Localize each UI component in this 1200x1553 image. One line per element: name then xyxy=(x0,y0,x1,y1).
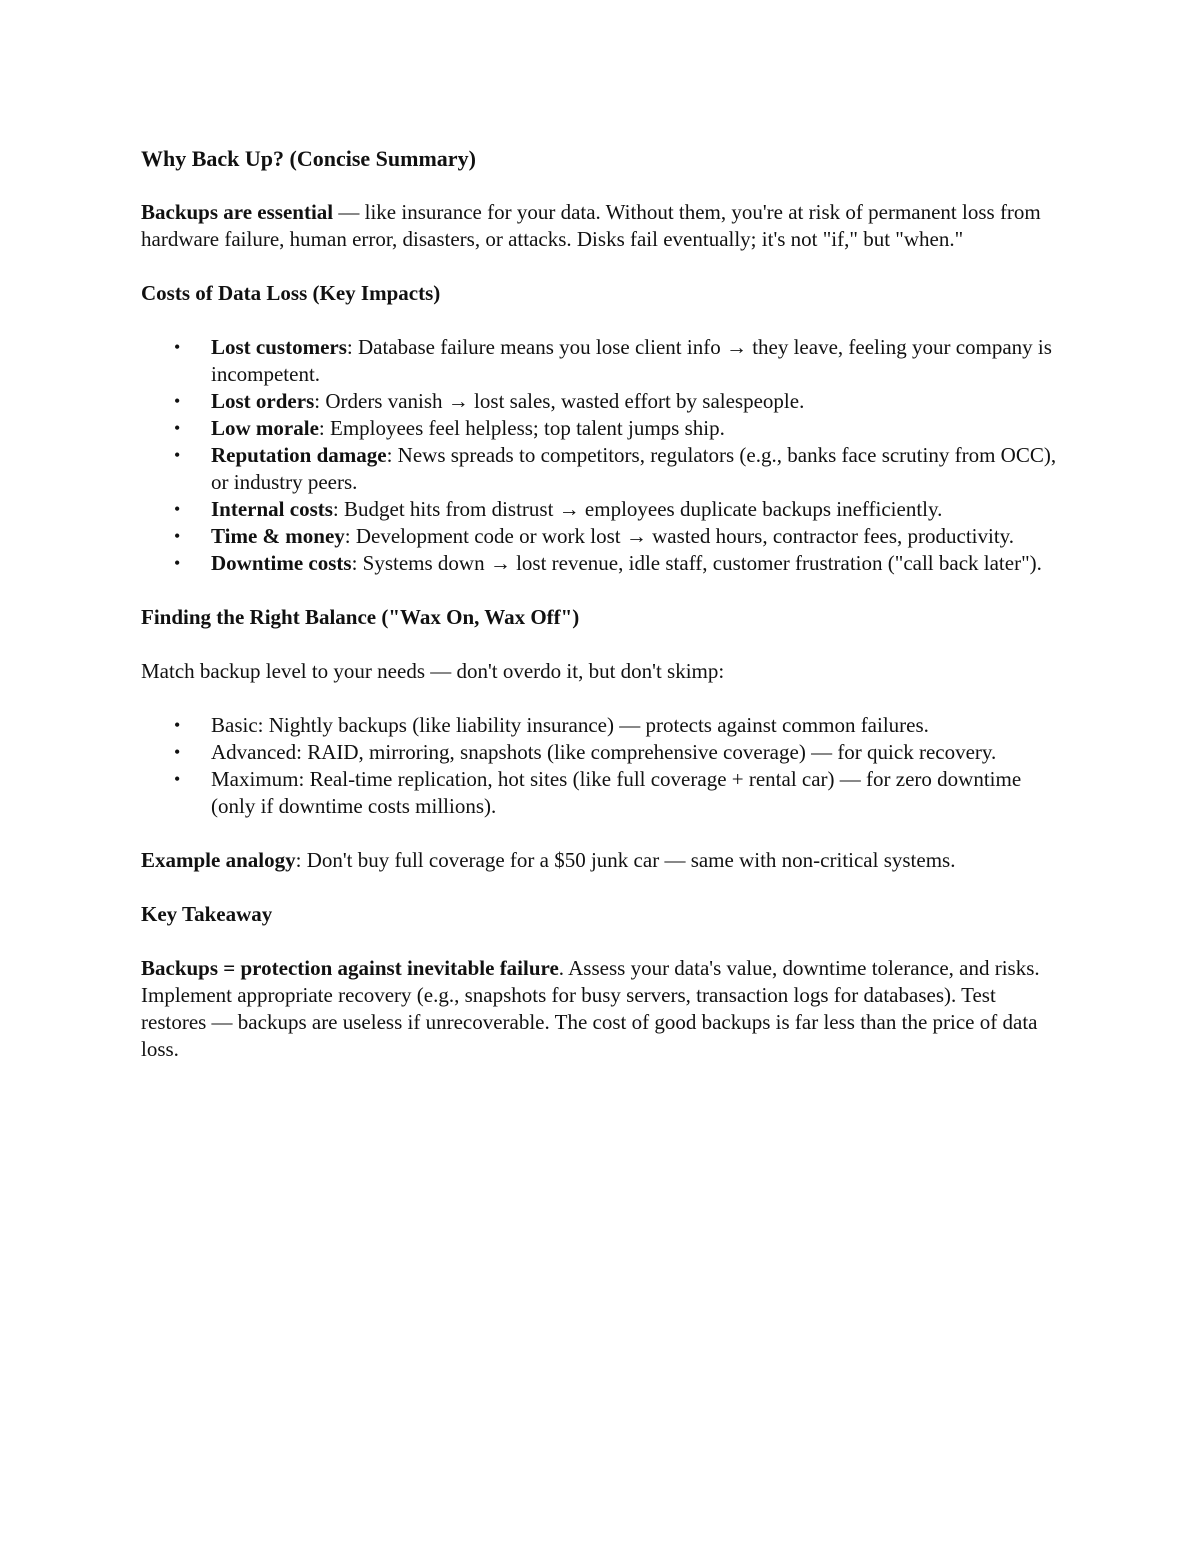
list-item xyxy=(141,442,1066,496)
example-paragraph xyxy=(141,847,1066,874)
list-item xyxy=(141,496,1066,523)
bullet-icon: • xyxy=(174,445,181,465)
list-item xyxy=(141,550,1066,577)
bullet-icon: • xyxy=(174,418,181,438)
balance-list xyxy=(141,712,1066,820)
balance-intro: Match backup level to your needs — don't overdo it, but don't skimp: xyxy=(141,659,725,683)
bullet-icon: • xyxy=(174,715,181,735)
list-item xyxy=(141,712,1066,739)
list-item xyxy=(141,334,1066,388)
item-term: Lost customers xyxy=(211,335,347,359)
item-text: : Orders vanish → lost sales, wasted effort by salespeople. xyxy=(314,389,805,413)
example-text: : Don't buy full coverage for a $50 junk car — same with non-critical systems. xyxy=(295,848,956,872)
bullet-icon: • xyxy=(174,499,181,519)
bullet-icon: • xyxy=(174,526,181,546)
bullet-icon: • xyxy=(174,337,181,357)
item-text: : Systems down → lost revenue, idle staff, customer frustration ("call back later"). xyxy=(351,551,1042,575)
costs-list xyxy=(141,334,1066,577)
example-bold: Example analogy xyxy=(141,848,296,872)
intro-bold: Backups are essential xyxy=(141,200,334,224)
list-item xyxy=(141,415,1066,442)
item-term: Reputation damage xyxy=(211,443,387,467)
item-text: : News spreads to competitors, regulators (e.g., banks face scrutiny from OCC), or industry peers. xyxy=(211,443,1057,494)
list-item xyxy=(141,388,1066,415)
page-title: Why Back Up? (Concise Summary) xyxy=(141,146,476,171)
bullet-icon: • xyxy=(174,553,181,573)
item-text: Maximum: Real-time replication, hot sites (like full coverage + rental car) — for zero downtime (only if downtime costs millions). xyxy=(211,767,1022,818)
list-item xyxy=(141,739,1066,766)
takeaway-heading: Key Takeaway xyxy=(141,902,273,926)
item-term: Internal costs xyxy=(211,497,333,521)
takeaway-paragraph xyxy=(141,955,1066,1063)
item-text: : Database failure means you lose client info → they leave, feeling your company is incompetent. xyxy=(211,335,1052,386)
costs-heading: Costs of Data Loss (Key Impacts) xyxy=(141,281,441,305)
item-term: Lost orders xyxy=(211,389,315,413)
balance-heading: Finding the Right Balance ("Wax On, Wax Off") xyxy=(141,605,580,629)
takeaway-bold: Backups = protection against inevitable failure xyxy=(141,956,559,980)
bullet-icon: • xyxy=(174,391,181,411)
item-term: Time & money xyxy=(211,524,345,548)
list-item xyxy=(141,766,1066,820)
intro-paragraph xyxy=(141,199,1066,253)
list-item xyxy=(141,523,1066,550)
item-text: Basic: Nightly backups (like liability insurance) — protects against common failures. xyxy=(211,713,929,737)
document-page xyxy=(141,140,1066,1063)
item-text: Advanced: RAID, mirroring, snapshots (like comprehensive coverage) — for quick recovery. xyxy=(211,740,997,764)
bullet-icon: • xyxy=(174,769,181,789)
bullet-icon: • xyxy=(174,742,181,762)
item-text: : Employees feel helpless; top talent jumps ship. xyxy=(318,416,725,440)
item-text: : Development code or work lost → wasted hours, contractor fees, productivity. xyxy=(344,524,1015,548)
intro-text: — like insurance for your data. Without them, you're at risk of permanent loss from hardware failure, human error, disasters, or attacks. Disks fail eventually; it's not "if," but "when." xyxy=(141,200,1041,251)
item-term: Low morale xyxy=(211,416,319,440)
item-text: : Budget hits from distrust → employees duplicate backups inefficiently. xyxy=(332,497,943,521)
takeaway-text: . Assess your data's value, downtime tolerance, and risks. Implement appropriate recovery (e.g., snapshots for busy servers, transaction logs for databases). Test restores — backups are useless if unrecoverable. The cost of good backups is far less than the price of data loss. xyxy=(141,956,1040,1061)
item-term: Downtime costs xyxy=(211,551,352,575)
